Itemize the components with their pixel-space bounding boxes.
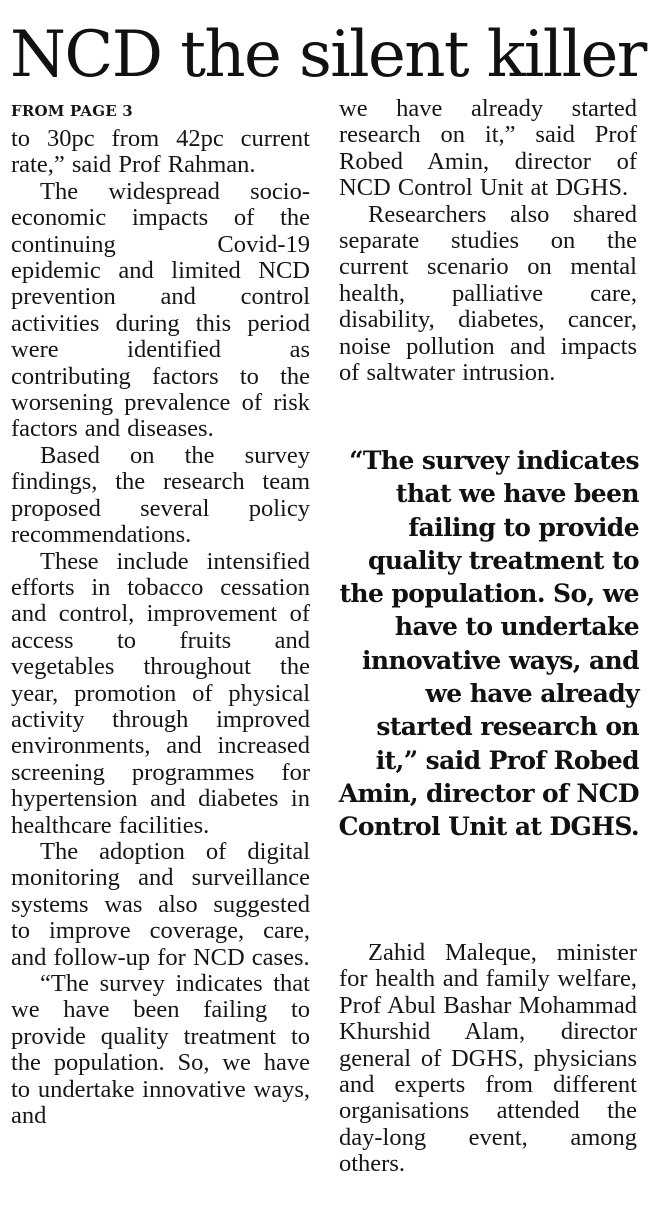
body-paragraph: The adoption of digital monitoring and surveillance systems was also suggested to improve coverage, care, and follow-up for NCD cases.: [11, 837, 310, 971]
headline: NCD the silent killer: [10, 18, 646, 92]
body-paragraph: “The survey indicates that we have been failing to provide quality treatment to the population. So, we have to undertake innovative ways, and: [11, 970, 310, 1130]
body-paragraph: The widespread socio-economic impacts of the continuing Covid-19 epidemic and limited NCD prevention and control activities during this period were identified as contributing factors to the worsening prevalence of risk factors and diseases.: [11, 177, 310, 443]
photo-caption: Zahid Maleque, minister for health and family welfare, Prof Abul Bashar Mohammad Khurshid Alam, director general of DGHS, physicians and experts from different organisations attended the day-long event, among others.: [339, 939, 637, 1178]
pull-quote: “The survey indicates that we have been failing to provide quality treatment to the population. So, we have to undertake innovative ways, and we have already started research on it,” said Prof Robed Amin, director of NCD Control Unit at DGHS.: [338, 446, 639, 842]
body-paragraph: Based on the survey findings, the research team proposed several policy recommendations.: [11, 441, 310, 549]
body-paragraph: we have already started research on it,” said Prof Robed Amin, director of NCD Control Unit at DGHS.: [339, 95, 637, 202]
photo-caption-block: [339, 940, 637, 1178]
body-paragraph: to 30pc from 42pc current rate,” said Prof Rahman.: [11, 125, 310, 179]
body-paragraph: Researchers also shared separate studies on the current scenario on mental health, palliative care, disability, diabetes, cancer, noise pollution and impacts of saltwater intrusion.: [339, 200, 637, 387]
left-column: [11, 101, 310, 1129]
continuation-kicker: FROM PAGE 3: [11, 102, 133, 120]
right-column: [339, 96, 637, 386]
body-paragraph: These include intensified efforts in tobacco cessation and control, improvement of access to fruits and vegetables throughout the year, promotion of physical activity through improved environments, and increased screening programmes for hypertension and diabetes in healthcare facilities.: [11, 547, 310, 839]
